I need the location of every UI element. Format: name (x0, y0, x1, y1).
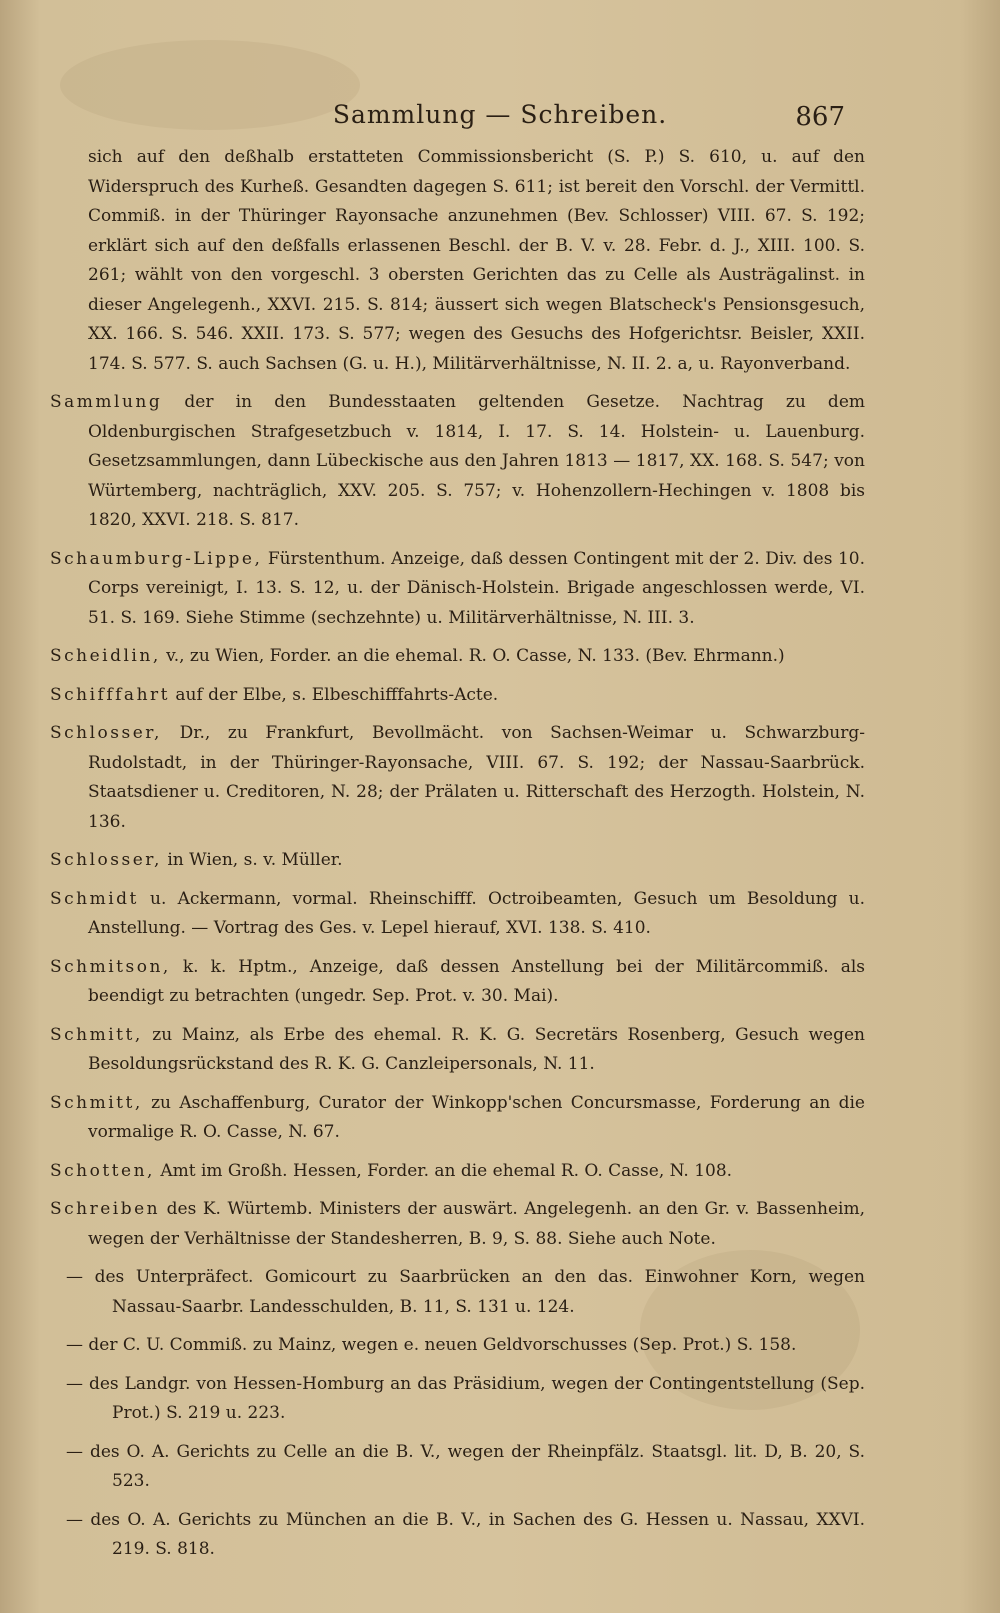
index-entry (50, 953, 865, 1012)
entry-keyword: Schmidt (50, 888, 139, 909)
entry-text: in Wien, s. v. Müller. (161, 850, 343, 870)
index-entry (50, 1021, 865, 1080)
entry-text: Fürstenthum. Anzeige, daß dessen Contingent mit der 2. Div. des 10. Corps vereinigt, I. 13. S. 12, u. der Dänisch-Holstein. Brigade angeschlossen werde, VI. 51. S. 169. Siehe Stimme (sechzehnte) u. Militärverhältnisse, N. III. 3. (88, 548, 865, 628)
index-entry (50, 1157, 865, 1187)
entry-keyword: Schmitson, (50, 956, 171, 977)
entry-text: des K. Würtemb. Ministers der auswärt. Angelegenh. an den Gr. v. Bassenheim, wegen der Verhältnisse der Standesherren, B. 9, S. 88. Siehe auch Note. (88, 1199, 865, 1249)
entry-keyword: Schmitt, (50, 1024, 143, 1045)
index-subentry: — der C. U. Commiß. zu Mainz, wegen e. neuen Geldvorschusses (Sep. Prot.) S. 158. (66, 1335, 797, 1355)
entry-text: Amt im Großh. Hessen, Forder. an die ehemal R. O. Casse, N. 108. (154, 1160, 733, 1181)
entry-text: der in den Bundesstaaten geltenden Gesetze. Nachtrag zu dem Oldenburgischen Strafgesetzbuch v. 1814, I. 17. S. 14. Holstein- u. Lauenburg. Gesetzsammlungen, dann Lübeckische aus den Jahren 1813 — 1817, XX. 168. S. 547; von Würtemberg, nachträglich, XXV. 205. S. 757; v. Hohenzollern-Hechingen v. 1808 bis 1820, XXVI. 218. S. 817. (88, 392, 865, 530)
index-entry (50, 642, 865, 672)
index-entry (50, 681, 865, 711)
index-subentry: — des Landgr. von Hessen-Homburg an das Präsidium, wegen der Contingentstellung (Sep. Prot.) S. 219 u. 223. (66, 1373, 865, 1423)
entry-text: zu Mainz, als Erbe des ehemal. R. K. G. Secretärs Rosenberg, Gesuch wegen Besoldungsrückstand des R. K. G. Canzleipersonals, N. 11. (88, 1024, 865, 1074)
index-subentry: — des Unterpräfect. Gomicourt zu Saarbrücken an den das. Einwohner Korn, wegen Nassau-Saarbr. Landesschulden, B. 11, S. 131 u. 124. (66, 1267, 865, 1317)
index-subentry: — des O. A. Gerichts zu München an die B. V., in Sachen des G. Hessen u. Nassau, XXVI. 219. S. 818. (66, 1509, 865, 1559)
index-entry (50, 885, 865, 944)
index-entry (50, 545, 865, 634)
continued-entry: sich auf den deßhalb erstatteten Commissionsbericht (S. P.) S. 610, u. auf den Widerspruch des Kurheß. Gesandten dagegen S. 611; ist bereit den Vorschl. der Vermittl. Commiß. in der Thüringer Rayonsache anzunehmen (Bev. Schlosser) VIII. 67. S. 192; erklärt sich auf den deßfalls erlassenen Beschl. der B. V. v. 28. Febr. d. J., XIII. 100. S. 261; wählt von den vorgeschl. 3 obersten Gerichten das zu Celle als Austrägalinst. in dieser Angelegenh., XXVI. 215. S. 814; äussert sich wegen Blatscheck's Pensionsgesuch, XX. 166. S. 546. XXII. 173. S. 577; wegen des Gesuchs des Hofgerichtsr. Beisler, XXII. 174. S. 577. S. auch Sachsen (G. u. H.), Militärverhältnisse, N. II. 2. a, u. Rayonverband. (88, 147, 865, 374)
page-header (0, 100, 1000, 140)
entry-keyword: Schotten, (50, 1160, 155, 1181)
index-entry (50, 1089, 865, 1148)
entry-keyword: Schreiben (50, 1199, 161, 1219)
entry-text: u. Ackermann, vormal. Rheinschifff. Octroibeamten, Gesuch um Besoldung u. Anstellung. — Vortrag des Ges. v. Lepel hierauf, XVI. 138. S. 410. (88, 888, 865, 938)
index-entry (50, 1195, 865, 1254)
entry-keyword: Schifffahrt (50, 684, 170, 705)
entry-keyword: Schaumburg-Lippe, (50, 548, 263, 569)
running-head: Sammlung — Schreiben. (332, 100, 668, 129)
entry-keyword: Schlosser, (50, 723, 162, 743)
index-entry (50, 388, 865, 536)
page-number: 867 (795, 102, 845, 132)
index-body (50, 146, 865, 1574)
index-subentry: — des O. A. Gerichts zu Celle an die B. V., wegen der Rheinpfälz. Staatsgl. lit. D, B. 20, S. 523. (66, 1441, 865, 1491)
entry-text: k. k. Hptm., Anzeige, daß dessen Anstellung bei der Militärcommiß. als beendigt zu betrachten (ungedr. Sep. Prot. v. 30. Mai). (88, 956, 865, 1006)
index-entry (50, 846, 865, 876)
entry-text: Dr., zu Frankfurt, Bevollmächt. von Sachsen-Weimar u. Schwarzburg-Rudolstadt, in der Thüringer-Rayonsache, VIII. 67. S. 192; der Nassau-Saarbrück. Staatsdiener u. Creditoren, N. 28; der Prälaten u. Ritterschaft des Herzogth. Holstein, N. 136. (88, 723, 865, 832)
entry-keyword: Schmitt, (50, 1092, 143, 1113)
entry-keyword: Schlosser, (50, 850, 162, 870)
entry-keyword: Scheidlin, (50, 646, 161, 666)
entry-text: auf der Elbe, s. Elbeschifffahrts-Acte. (169, 684, 499, 705)
entry-keyword: Sammlung (50, 392, 163, 412)
entry-text: zu Aschaffenburg, Curator der Winkopp'schen Concursmasse, Forderung an die vormalige R. O. Casse, N. 67. (88, 1092, 865, 1142)
entry-text: v., zu Wien, Forder. an die ehemal. R. O. Casse, N. 133. (Bev. Ehrmann.) (160, 646, 785, 666)
index-entry (50, 719, 865, 837)
